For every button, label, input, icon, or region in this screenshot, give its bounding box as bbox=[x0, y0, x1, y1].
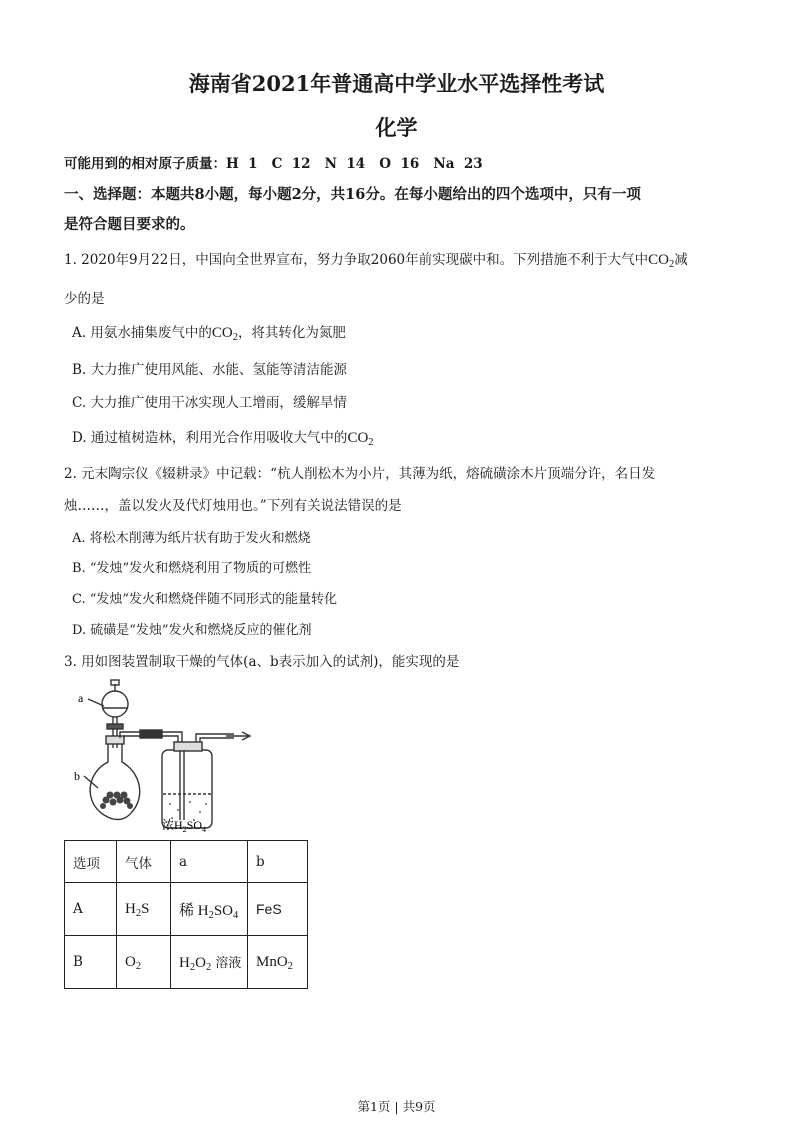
q2-stem-line2: 烛……，盖以发火及代灯烛用也。”下列有关说法错误的是 bbox=[64, 498, 402, 514]
row-b-option: B bbox=[65, 936, 117, 989]
q3-options-table bbox=[64, 840, 308, 989]
q2-option-a: A. 将松木削薄为纸片状有助于发火和燃烧 bbox=[72, 531, 311, 546]
section1-line1: 一、选择题：本题共8小题，每小题2分，共16分。在每小题给出的四个选项中，只有一项 bbox=[64, 186, 641, 203]
solid-reagent-b bbox=[100, 792, 133, 810]
section1-line2: 是符合题目要求的。 bbox=[64, 216, 195, 233]
q1-line1-end: 减 bbox=[674, 252, 688, 268]
separatory-funnel-bulb bbox=[102, 691, 128, 717]
q1-co2: $CO_2$ bbox=[648, 252, 675, 270]
q1-option-c: C. 大力推广使用干冰实现人工增雨，缓解旱情 bbox=[72, 395, 347, 411]
row-a-reagent-b: FeS bbox=[248, 883, 308, 936]
q1-stem-line2: 少的是 bbox=[64, 291, 105, 307]
funnel-stopcock bbox=[107, 724, 123, 729]
exam-subject: 化学 bbox=[375, 115, 418, 140]
atomic-masses-values: H 1 C 12 N 14 O 16 Na 23 bbox=[226, 156, 483, 172]
header-option: 选项 bbox=[65, 841, 117, 883]
q2-option-b: B. “发烛”发火和燃烧利用了物质的可燃性 bbox=[72, 561, 312, 576]
row-a-option: A bbox=[65, 883, 117, 936]
q1-option-d: D. 通过植树造林，利用光合作用吸收大气中的$CO_2$ bbox=[72, 430, 374, 448]
q3-stem: 3. 用如图装置制取干燥的气体(a、b表示加入的试剂)，能实现的是 bbox=[64, 654, 460, 670]
label-a: a bbox=[78, 691, 84, 705]
wash-bottle bbox=[162, 750, 212, 828]
atomic-masses-label: 可能用到的相对原子质量： bbox=[64, 156, 226, 172]
q1-line1-text: 1. 2020年9月22日，中国向全世界宣布，努力争取2060年前实现碳中和。下列措施不利于大气中 bbox=[64, 252, 649, 268]
table-row bbox=[65, 883, 308, 936]
page-footer: 第1页 | 共9页 bbox=[357, 1099, 436, 1114]
q2-stem-line1: 2. 元末陶宗仪《辍耕录》中记载：“杭人削松木为小片，其薄为纸，熔硫磺涂木片顶端分许，名日发 bbox=[64, 466, 656, 482]
rubber-tubing bbox=[140, 730, 162, 738]
flask-stopper bbox=[106, 736, 124, 744]
exam-title: 海南省2021年普通高中学业水平选择性考试 bbox=[188, 71, 605, 96]
q1-stem-line1 bbox=[64, 248, 688, 269]
header-a: a bbox=[171, 841, 248, 883]
header-gas: 气体 bbox=[117, 841, 171, 883]
row-b-gas: $O_2$ bbox=[117, 936, 171, 989]
atomic-masses bbox=[64, 152, 483, 172]
round-bottom-flask bbox=[90, 744, 140, 820]
q1-option-a: A. 用氨水捕集废气中的$CO_2$，将其转化为氮肥 bbox=[72, 325, 346, 343]
q2-option-d: D. 硫磺是“发烛”发火和燃烧反应的催化剂 bbox=[72, 623, 312, 638]
wash-bottle-stopper bbox=[174, 742, 202, 751]
row-a-reagent-a: 稀 $H_2SO_4$ bbox=[171, 883, 248, 936]
table-row bbox=[65, 936, 308, 989]
q1-option-b: B. 大力推广使用风能、水能、氢能等清洁能源 bbox=[72, 362, 348, 378]
header-b: b bbox=[248, 841, 308, 883]
row-a-gas: $H_2S$ bbox=[117, 883, 171, 936]
gas-apparatus-figure bbox=[66, 676, 256, 836]
q2-option-c: C. “发烛”发火和燃烧伴随不同形式的能量转化 bbox=[72, 592, 338, 607]
row-b-reagent-a: $H_2O_2$ 溶液 bbox=[171, 936, 248, 989]
row-b-reagent-b: MnO$_2$ bbox=[248, 936, 308, 989]
caption-conc-h2so4: 浓$H_2SO_4$ bbox=[162, 818, 207, 834]
table-header-row bbox=[65, 841, 308, 883]
label-b: b bbox=[74, 769, 80, 783]
